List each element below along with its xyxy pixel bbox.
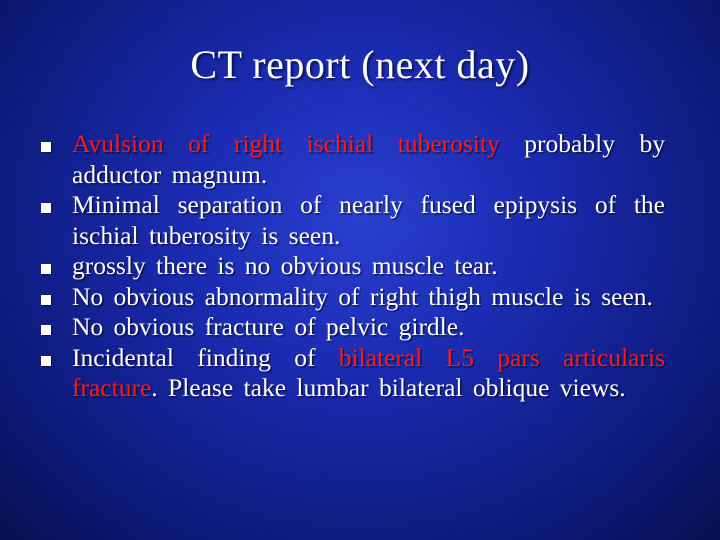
square-bullet-icon xyxy=(41,295,51,305)
square-bullet-icon xyxy=(41,356,51,366)
bullet-text: No obvious fracture of pelvic girdle. xyxy=(72,312,465,341)
findings-list xyxy=(40,129,665,404)
square-bullet-icon xyxy=(41,325,51,335)
bullet-text: grossly there is no obvious muscle tear. xyxy=(72,251,498,280)
square-bullet-icon xyxy=(41,142,51,152)
bullet-text: Incidental finding of xyxy=(72,342,339,372)
bullet-item xyxy=(40,282,665,313)
square-bullet-icon xyxy=(41,203,51,213)
square-bullet-icon xyxy=(41,264,51,274)
bullet-item xyxy=(40,312,665,343)
slide-title: CT report (next day) xyxy=(190,42,530,87)
bullet-item xyxy=(40,190,665,251)
bullet-text: probably by adductor magnum. xyxy=(72,129,665,189)
bullet-item xyxy=(40,251,665,282)
bullet-text: . Please take lumbar bilateral oblique views. xyxy=(151,373,626,402)
highlighted-finding: Avulsion of right ischial tuberosity xyxy=(72,129,500,158)
bullet-text: No obvious abnormality of right thigh muscle is seen. xyxy=(72,281,653,311)
bullet-text: Minimal separation of nearly fused epipysis of the ischial tuberosity is seen. xyxy=(72,190,665,250)
bullet-item xyxy=(40,343,665,404)
highlighted-finding: bilateral L5 pars articularis fracture xyxy=(72,342,665,402)
bullet-item xyxy=(40,129,665,190)
